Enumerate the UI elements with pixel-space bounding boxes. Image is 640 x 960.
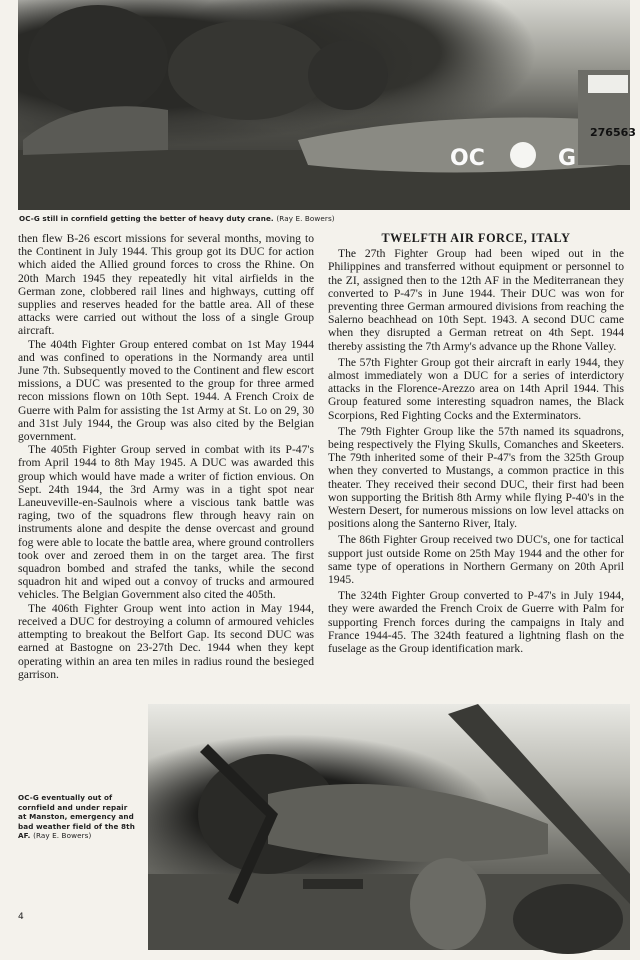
paragraph: The 405th Fighter Group served in combat with its P-47's from April 1944 to 8th May 1945. A DUC was awarded this group which would have made a writer of fiction envious. On Sept. 24th 1944, the 3rd Army was in a tight spot near Laneuveville-en-Saulnois where a viscious tank battle was raging, two of the squadrons flew through heavy rain on instruments alone and despite the dense overcast and ground fog were able to locate the battle area, where ground controllers took over and zeroed them in on the target area. The first squadron bombed and strafed the tanks, while the second squadron hit and wiped out a convoy of trucks and armoured vehicles. The Belgian Government also cited the 405th. <box>18 443 314 602</box>
cornfield-scene-graphic <box>18 0 630 210</box>
photo-caption-top <box>19 214 619 223</box>
aircraft-letter-marking: G <box>558 146 577 171</box>
article-column-right <box>328 232 624 655</box>
caption-text: OC-G eventually out of cornfield and under repair at Manston, emergency and bad weather field of the 8th AF. <box>18 793 135 840</box>
paragraph: The 79th Fighter Group like the 57th named its squadrons, being respectively the Flying Skulls, Comanches and Skeeters. The 79th inherited some of their P-47's from the 325th Group when they converted to Mustangs, a common practice in this theater. They received their second DUC, their first had been won supporting the British 8th Army while flying P-40's in the Western Desert, for numerous missions on low level attacks on positions along the Santerno River, Italy. <box>328 424 624 531</box>
photo-credit: (Ray E. Bowers) <box>276 214 335 223</box>
article-column-left <box>18 232 314 681</box>
photo-credit: (Ray E. Bowers) <box>33 831 92 840</box>
paragraph: The 324th Fighter Group converted to P-47's in July 1944, they were awarded the French Croix de Guerre with Palm for supporting French forces during the campaigns in Italy and France 1944-45. The 324th featured a lightning flash on the fuselage as the Group identification mark. <box>328 589 624 656</box>
photo-aircraft-in-cornfield <box>18 0 636 210</box>
photo-aircraft-under-repair <box>148 704 630 950</box>
section-heading: TWELFTH AIR FORCE, ITALY <box>381 231 571 245</box>
page-number: 4 <box>18 912 24 922</box>
squadron-code-marking: OC <box>450 146 485 171</box>
paragraph: The 27th Fighter Group had been wiped out in the Philippines and transferred without equipment or personnel to the ZI, assigned then to the 12th AF in the Mediterranean they converted to P-47's in June 1944. Their DUC was won for preventing three German armoured divisions from reaching the Salerno beachhead on 10th Sept. 1943. A second DUC came when they disrupted a German retreat on 4th Sept. 1944 thereby assisting the 7th Army's advance up the Rhone Valley. <box>328 247 624 353</box>
paragraph: The 406th Fighter Group went into action in May 1944, received a DUC for destroying a column of armoured vehicles attempting to breakout the Belfort Gap. Its second DUC was earned at Bastogne on 23-27th Dec. 1944 when they kept operating within an area ten miles in radius round the besieged garrison. <box>18 601 314 681</box>
paragraph: The 404th Fighter Group entered combat on 1st May 1944 and was confined to operations in the Normandy area until June 7th. Subsequently moved to the Continent and flew escort missions, a DUC was presented to the group for three armed recon missions flown on 10th Sept. 1944. A French Croix de Guerre with Palm for assisting the 1st Army at St. Lo on 29, 30 and 31st July 1944, the Group was also cited by the Belgian government. <box>18 337 314 444</box>
paragraph: The 86th Fighter Group received two DUC's, one for tactical support just outside Rome on 25th May 1944 and the other for same type of operations in Northern Germany on 20th April 1945. <box>328 533 624 587</box>
repair-scene-graphic <box>148 704 630 950</box>
paragraph: The 57th Fighter Group got their aircraft in early 1944, they almost immediately won a DUC for a series of interdictory attacks in the Florence-Arezzo area on 14th April 1944. This Group featured some interesting squadron names, the Black Scorpions, Red Fighting Cocks and the Exterminators. <box>328 355 624 422</box>
photo-caption-bottom <box>18 793 136 841</box>
caption-text: OC-G still in cornfield getting the better of heavy duty crane. <box>19 214 274 223</box>
paragraph: then flew B-26 escort missions for several months, moving to the Continent in July 1944. This group got its DUC for action which aided the Allied ground forces to cross the Rhine. On 20th March 1945 they repeatedly hit vital airfields in the German zone, clobbered rail lines and highways, cutting off supplies and reserves headed for the battle area. All of these attacks were carried out without the loss of a single Group aircraft. <box>18 232 314 338</box>
aircraft-serial-marking: 276563 <box>590 126 636 139</box>
